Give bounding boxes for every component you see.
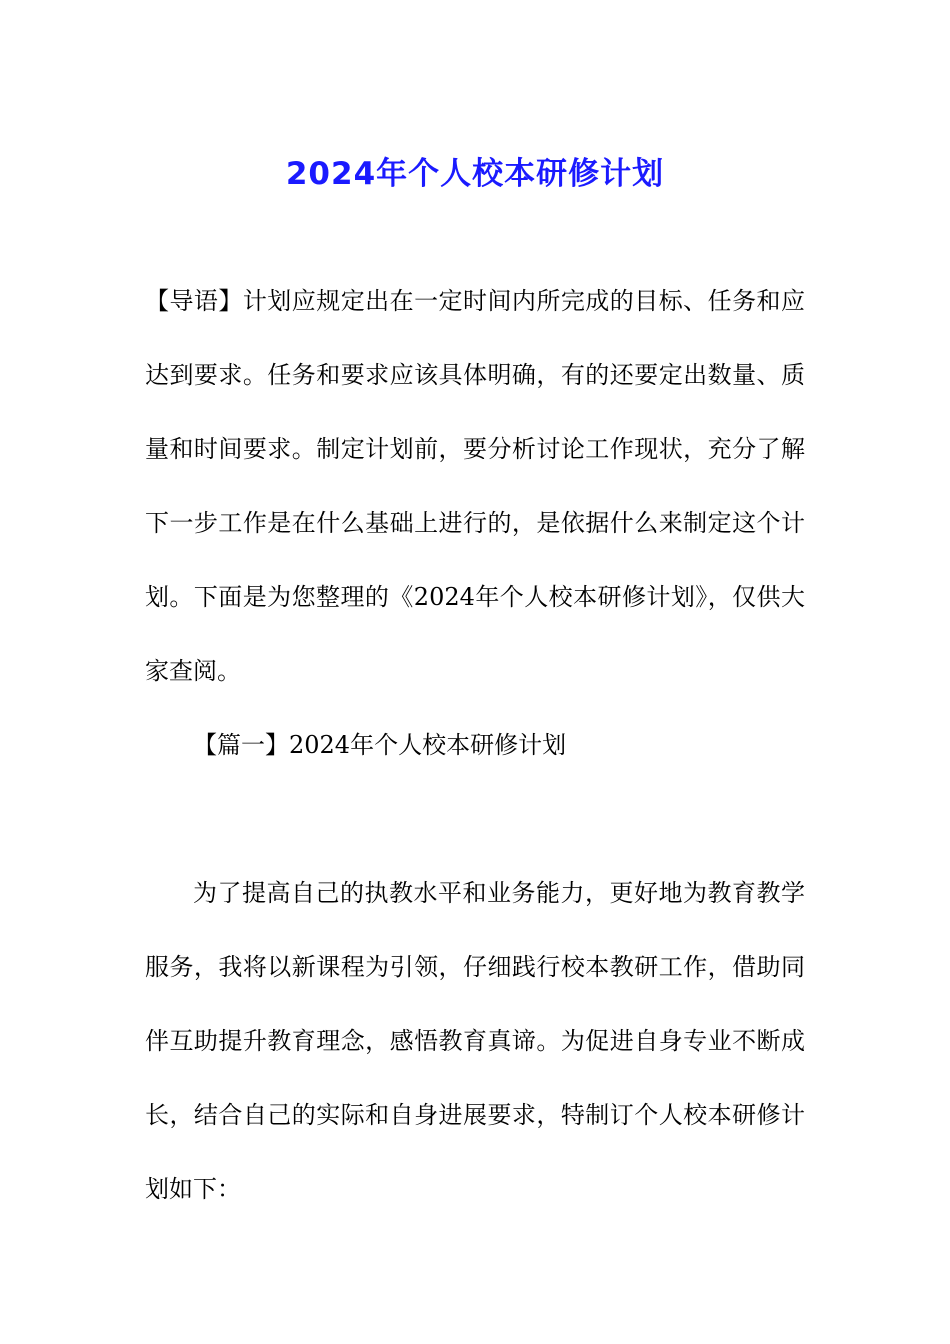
- intro-paragraph: 【导语】计划应规定出在一定时间内所完成的目标、任务和应达到要求。任务和要求应该具体明确，有的还要定出数量、质量和时间要求。制定计划前，要分析讨论工作现状，充分了解下一步工作是在什么基础上进行的，是依据什么来制定这个计划。下面是为您整理的《2024年个人校本研修计划》，仅供大家查阅。: [145, 287, 805, 685]
- document-title: 2024年个人校本研修计划: [285, 155, 665, 192]
- body-paragraph: 为了提高自己的执教水平和业务能力，更好地为教育教学服务，我将以新课程为引领，仔细践行校本教研工作，借助同伴互助提升教育理念，感悟教育真谛。为促进自身专业不断成长，结合自己的实际和自身进展要求，特制订个人校本研修计划如下：: [145, 879, 805, 1203]
- section-heading: 【篇一】2024年个人校本研修计划: [193, 731, 567, 759]
